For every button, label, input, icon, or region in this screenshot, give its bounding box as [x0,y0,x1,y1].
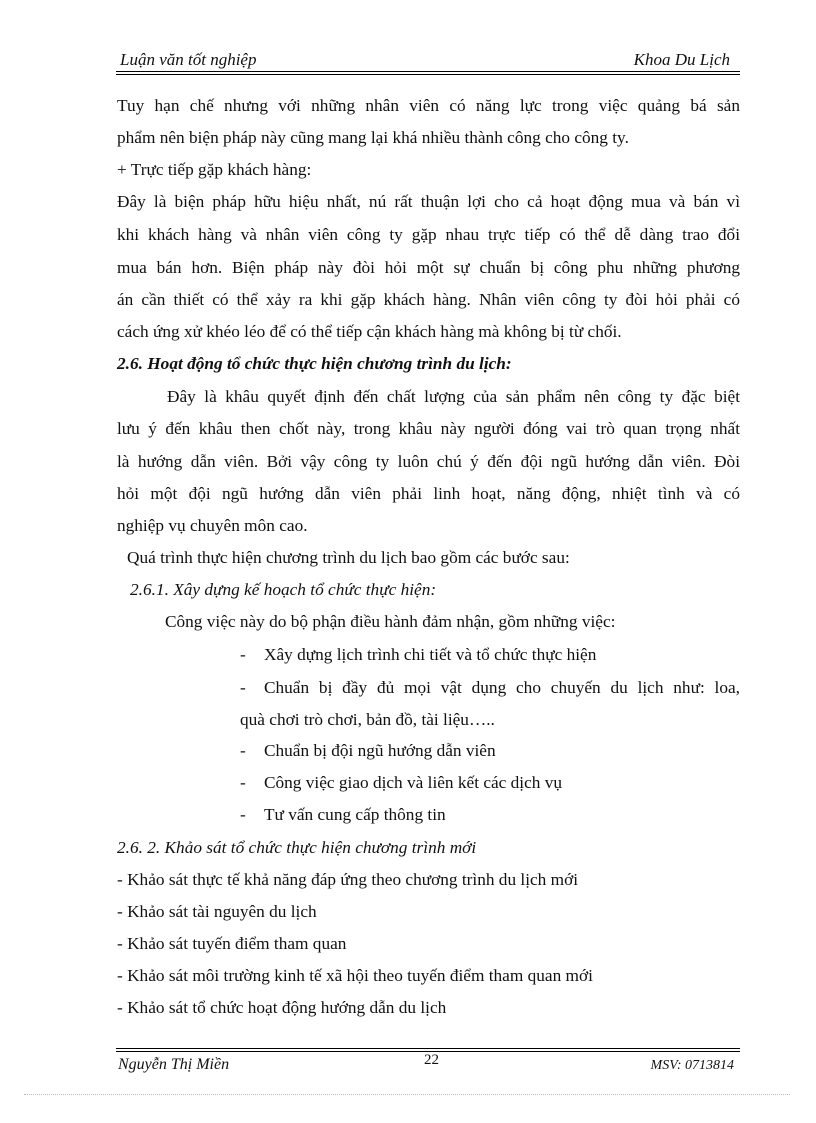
section-heading-2-6-1: 2.6.1. Xây dựng kế hoạch tổ chức thực hiện: [130,580,437,599]
list-item-continuation: quà chơi trò chơi, bản đồ, tài liệu….. [240,710,495,729]
paragraph-line: Tuy hạn chế nhưng với những nhân viên có năng lực trong việc quảng bá sản [117,96,740,115]
survey-item: - Khảo sát tổ chức hoạt động hướng dẫn du lịch [117,998,447,1017]
paragraph-line: cách ứng xử khéo léo để có thể tiếp cận khách hàng mà không bị từ chối. [117,322,622,341]
header-faculty: Khoa Du Lịch [633,50,730,69]
page-footer [116,1054,740,1080]
footer-page-number: 22 [424,1052,439,1068]
paragraph-line: phẩm nên biện pháp này cũng mang lại khá nhiều thành công cho công ty. [117,128,629,147]
survey-item: - Khảo sát tuyến điểm tham quan [117,934,347,953]
paragraph-line: khi khách hàng và nhân viên công ty gặp nhau trực tiếp có thể dễ dàng trao đổi [117,225,740,244]
list-item-dash: - [240,645,246,664]
list-item: Tư vấn cung cấp thông tin [264,805,446,824]
page-header [116,46,740,72]
footer-rule-top [116,1048,740,1049]
footer-student-id: MSV: 0713814 [650,1058,734,1073]
list-item: Chuẩn bị đầy đủ mọi vật dụng cho chuyến du lịch như: loa, [264,678,740,697]
list-item-dash: - [240,678,246,697]
page-bottom-divider [24,1094,790,1095]
list-item-dash: - [240,805,246,824]
section-heading-2-6: 2.6. Hoạt động tổ chức thực hiện chương trình du lịch: [117,354,512,373]
paragraph-line: án cần thiết có thể xảy ra khi gặp khách hàng. Nhân viên công ty đòi hỏi phải có [117,290,740,309]
paragraph-line: Đây là biện pháp hữu hiệu nhất, nú rất thuận lợi cho cả hoạt động mua và bán vì [117,192,740,211]
paragraph-line: là hướng dẫn viên. Bởi vậy công ty luôn chú ý đến đội ngũ hướng dẫn viên. Đòi [117,452,740,471]
header-rule-top [116,71,740,72]
list-item-dash: - [240,773,246,792]
paragraph-line: hỏi một đội ngũ hướng dẫn viên phải linh hoạt, năng động, nhiệt tình và có [117,484,740,503]
header-rule-bottom [116,74,740,75]
paragraph-line: Đây là khâu quyết định đến chất lượng của sản phẩm nên công ty đặc biệt [167,387,740,406]
list-item: Chuẩn bị đội ngũ hướng dẫn viên [264,741,496,760]
bullet-direct-contact: + Trực tiếp gặp khách hàng: [117,160,312,179]
list-item-dash: - [240,741,246,760]
paragraph-line: nghiệp vụ chuyên môn cao. [117,516,308,535]
survey-item: - Khảo sát thực tế khả năng đáp ứng theo chương trình du lịch mới [117,870,579,889]
paragraph-line: mua bán hơn. Biện pháp này đòi hỏi một sự chuẩn bị công phu những phương [117,258,740,277]
survey-item: - Khảo sát tài nguyên du lịch [117,902,317,921]
footer-author: Nguyễn Thị Miền [118,1056,230,1073]
paragraph-tasks-intro: Công việc này do bộ phận điều hành đảm nhận, gồm những việc: [165,612,616,631]
paragraph-line: lưu ý đến khâu then chốt này, trong khâu này người đóng vai trò quan trọng nhất [117,419,740,438]
list-item: Xây dựng lịch trình chi tiết và tổ chức thực hiện [264,645,597,664]
header-thesis-title: Luận văn tốt nghiệp [120,50,257,69]
paragraph-steps-intro: Quá trình thực hiện chương trình du lịch bao gồm các bước sau: [127,548,570,567]
survey-item: - Khảo sát môi trường kinh tế xã hội theo tuyến điểm tham quan mới [117,966,593,985]
list-item: Công việc giao dịch và liên kết các dịch vụ [264,773,563,792]
section-heading-2-6-2: 2.6. 2. Khảo sát tổ chức thực hiện chương trình mới [117,838,477,857]
